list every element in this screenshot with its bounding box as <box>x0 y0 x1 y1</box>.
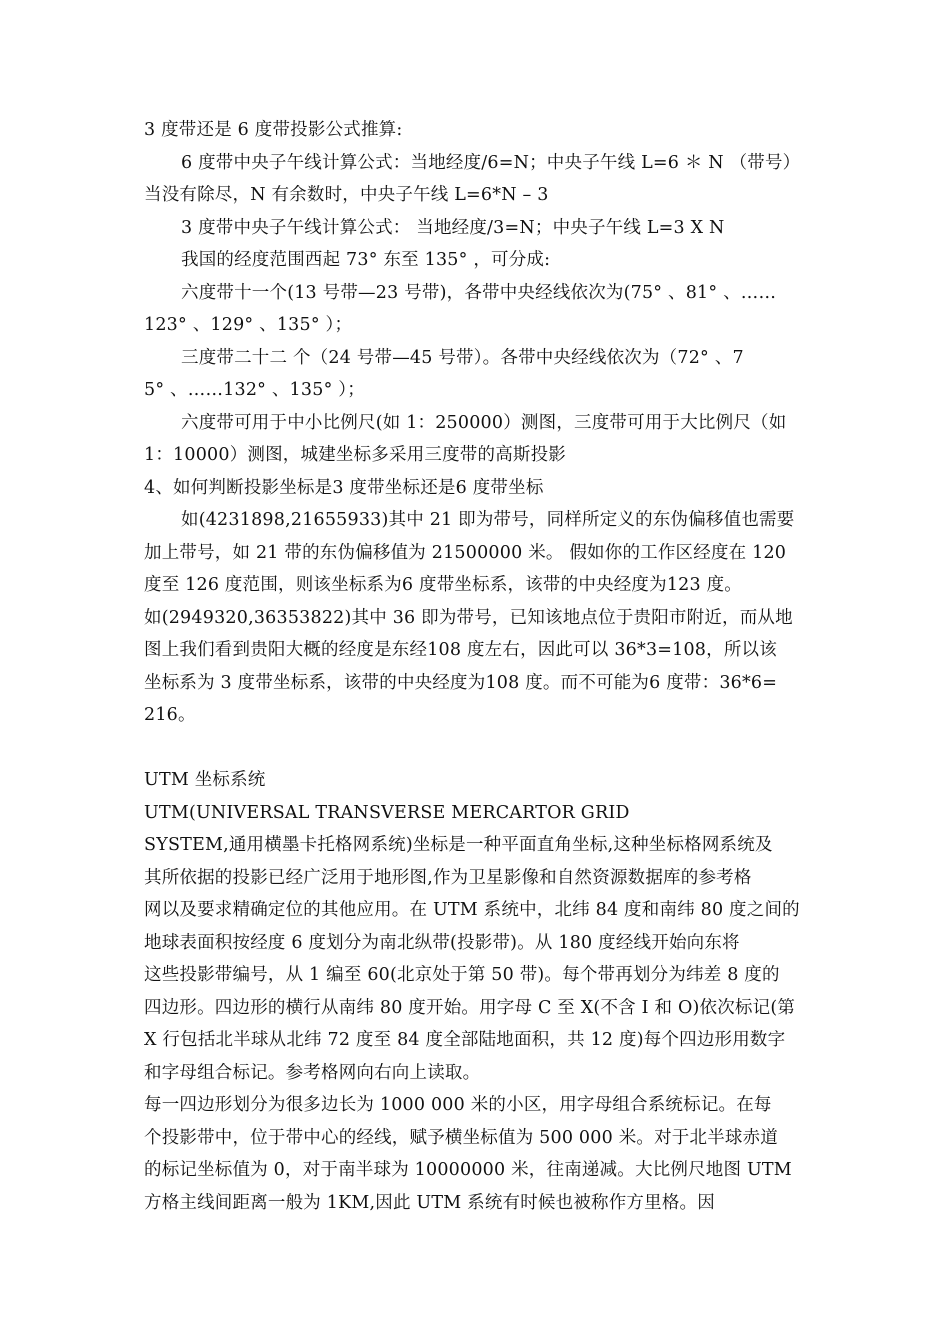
text-line: 方格主线间距离一般为 1KM,因此 UTM 系统有时候也被称作方里格。因 <box>144 1193 715 1213</box>
text-line: X 行包括北半球从北纬 72 度至 84 度全部陆地面积，共 12 度)每个四边形用数字 <box>144 1030 786 1050</box>
text-line: 和字母组合标记。参考格网向右向上读取。 <box>144 1063 481 1083</box>
text-line: 216。 <box>144 705 196 725</box>
text-line: 当没有除尽，N 有余数时，中央子午线 L=6*N – 3 <box>144 185 549 205</box>
text-line: 其所依据的投影已经广泛用于地形图,作为卫星影像和自然资源数据库的参考格 <box>144 868 752 888</box>
text-line: 6 度带中央子午线计算公式：当地经度/6=N；中央子午线 L=6 ＊ N （带号） <box>181 153 801 173</box>
text-line: 如(4231898,21655933)其中 21 即为带号，同样所定义的东伪偏移值也需要 <box>181 510 795 530</box>
text-line: 度至 126 度范围，则该坐标系为6 度带坐标系，该带的中央经度为123 度。 <box>144 575 742 595</box>
text-line: 网以及要求精确定位的其他应用。在 UTM 系统中，北纬 84 度和南纬 80 度之间的 <box>144 900 800 920</box>
text-line: 5° 、……132° 、135° ）； <box>144 380 365 400</box>
text-line: SYSTEM,通用横墨卡托格网系统)坐标是一种平面直角坐标,这种坐标格网系统及 <box>144 835 773 855</box>
text-line: 加上带号，如 21 带的东伪偏移值为 21500000 米。 假如你的工作区经度在 120 <box>144 543 787 563</box>
section-heading: 4、如何判断投影坐标是3 度带坐标还是6 度带坐标 <box>144 478 544 498</box>
text-line: 这些投影带编号，从 1 编至 60(北京处于第 50 带)。每个带再划分为纬差 8 度的 <box>144 965 780 985</box>
text-line: 的标记坐标值为 0，对于南半球为 10000000 米，往南递减。大比例尺地图 UTM <box>144 1160 792 1180</box>
text-line: 3 度带中央子午线计算公式： 当地经度/3=N；中央子午线 L=3 X N <box>181 218 725 238</box>
text-line: 如(2949320,36353822)其中 36 即为带号，已知该地点位于贵阳市附近，而从地 <box>144 608 793 628</box>
text-line: 六度带十一个(13 号带—23 号带)，各带中央经线依次为(75° 、81° 、…… <box>181 283 777 303</box>
text-line: 1：10000）测图，城建坐标多采用三度带的高斯投影 <box>144 445 567 465</box>
text-line: 地球表面积按经度 6 度划分为南北纵带(投影带)。从 180 度经线开始向东将 <box>144 933 740 953</box>
text-line: UTM(UNIVERSAL TRANSVERSE MERCARTOR GRID <box>144 803 630 823</box>
text-line: 我国的经度范围西起 73° 东至 135° ，可分成: <box>181 250 551 270</box>
text-line: 每一四边形划分为很多边长为 1000 000 米的小区，用字母组合系统标记。在每 <box>144 1095 772 1115</box>
text-line: 四边形。四边形的横行从南纬 80 度开始。用字母 C 至 X(不含 I 和 O)依次标记(第 <box>144 998 796 1018</box>
section-heading: UTM 坐标系统 <box>144 770 266 790</box>
text-line: 六度带可用于中小比例尺(如 1：250000）测图，三度带可用于大比例尺（如 <box>181 413 787 433</box>
text-line: 123° 、129° 、135° ）； <box>144 315 353 335</box>
text-line: 坐标系为 3 度带坐标系，该带的中央经度为108 度。而不可能为6 度带：36*6= <box>144 673 778 693</box>
text-line: 图上我们看到贵阳大概的经度是东经108 度左右，因此可以 36*3=108，所以该 <box>144 640 777 660</box>
text-line: 三度带二十二 个（24 号带—45 号带）。各带中央经线依次为（72° 、7 <box>181 348 744 368</box>
text-line: 3 度带还是 6 度带投影公式推算: <box>144 120 403 140</box>
text-line: 个投影带中，位于带中心的经线，赋予横坐标值为 500 000 米。对于北半球赤道 <box>144 1128 778 1148</box>
